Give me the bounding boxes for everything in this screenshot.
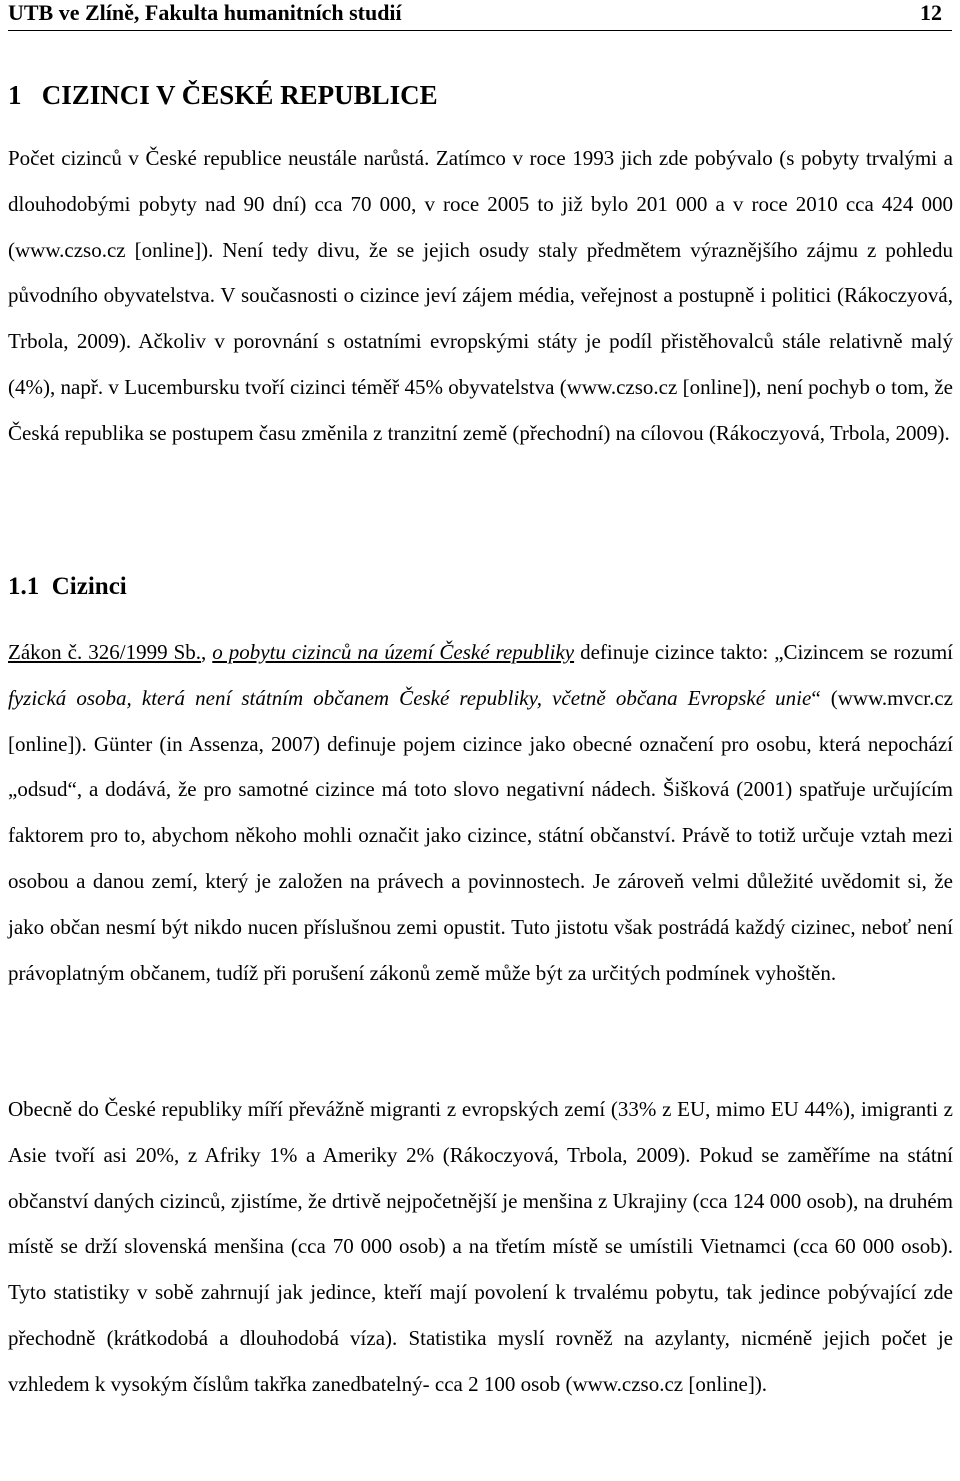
quote-close: “ [811,685,821,710]
section-number: 1.1 [8,573,40,600]
quote-open: „Cizincem se rozumí [774,640,953,664]
chapter-number: 1 [8,80,22,110]
law-title: o pobytu cizinců na území České republiky [212,640,575,664]
definition-paragraph: Zákon č. 326/1999 Sb., o pobytu cizinců na území České republiky definuje cizince takto: „Cizincem se rozumí fyzická osoba, která není státním občanem České republiky, včetně občana Evropské unie“ (www.mvcr.cz [online]). Günter (in Assenza, 2007) definuje pojem cizince jako obecné označení pro osobu, která nepochází „odsud“, a dodává, že pro samotné cizince má toto slovo negativní nádech. Šišková (2001) spatřuje určujícím faktorem pro to, abychom někoho mohli označit jako cizince, státní občanství. Právě to totiž určuje vztah mezi osobou a danou zemí, který je založen na právech a povinnostech. Je zároveň velmi důležité uvědomit si, že jako občan nesmí být nikdo nucen příslušnou zemi opustit. Tuto jistotu však postrádá každý cizinec, neboť není právoplatným občanem, tudíž při porušení zákonů země může být za určitých podmínek vyhoštěn. [8,640,953,985]
section-title: Cizinci [51,573,127,600]
definition-rest: (www.mvcr.cz [online]). Günter (in Assenza, 2007) definuje pojem cizince jako obecné označení pro osobu, která nepochází „odsud“, a dodává, že pro samotné cizince má toto slovo negativní nádech. Šišková (2001) spatřuje určujícím faktorem pro to, abychom někoho mohli označit jako cizince, státní občanství. Právě to totiž určuje vztah mezi osobou a danou zemí, který je založen na právech a povinnostech. Je zároveň velmi důležité uvědomit si, že jako občan nesmí být nikdo nucen příslušnou zemi opustit. Tuto jistotu však postrádá každý cizinec, neboť není právoplatným občanem, tudíž při porušení zákonů země může být za určitých podmínek vyhoštěn. [8,685,953,985]
section-heading [8,573,127,601]
page-number: 12 [920,0,942,25]
law-reference: Zákon č. 326/1999 Sb. [8,640,201,664]
quote-body: fyzická osoba, která není státním občanem České republiky, včetně občana Evropské unie [8,685,812,710]
header-institution: UTB ve Zlíně, Fakulta humanitních studií [8,0,402,25]
origins-paragraph: Obecně do České republiky míří převážně migranti z evropských zemí (33% z EU, mimo EU 44%), imigranti z Asie tvoří asi 20%, z Afriky 1% a Ameriky 2% (Rákoczyová, Trbola, 2009). Pokud se zaměříme na státní občanství daných cizinců, zjistíme, že drtivě nejpočetnější je menšina z Ukrajiny (cca 124 000 osob), na druhém místě se drží slovenská menšina (cca 70 000 osob) a na třetím místě se umístili Vietnamci (cca 60 000 osob). Tyto statistiky v sobě zahrnují jak jedince, kteří mají povolení k trvalému pobytu, tak jedince pobývající zde přechodně (krátkodobá a dlouhodobá víza). Statistika myslí rovněž na azylanty, nicméně jejich počet je vzhledem k vysokým číslům takřka zanedbatelný- cca 2 100 osob (www.czso.cz [online]). [8,1097,953,1396]
intro-paragraph: Počet cizinců v České republice neustále narůstá. Zatímco v roce 1993 jich zde pobývalo (s pobyty trvalými a dlouhodobými pobyty nad 90 dní) cca 70 000, v roce 2005 to již bylo 201 000 a v roce 2010 cca 424 000 (www.czso.cz [online]). Není tedy divu, že se jejich osudy staly předmětem výraznějšího zájmu z pohledu původního obyvatelstva. V současnosti o cizince jeví zájem média, veřejnost a postupně i politici (Rákoczyová, Trbola, 2009). Ačkoliv v porovnání s ostatními evropskými státy je podíl přistěhovalců stále relativně malý (4%), např. v Lucembursku tvoří cizinci téměř 45% obyvatelstva (www.czso.cz [online]), není pochyb o tom, že Česká republika se postupem času změnila z tranzitní země (přechodní) na cílovou (Rákoczyová, Trbola, 2009). [8,146,953,445]
chapter-title: CIZINCI V ČESKÉ REPUBLICE [41,80,438,110]
chapter-heading [8,80,438,111]
page-header [8,0,952,31]
